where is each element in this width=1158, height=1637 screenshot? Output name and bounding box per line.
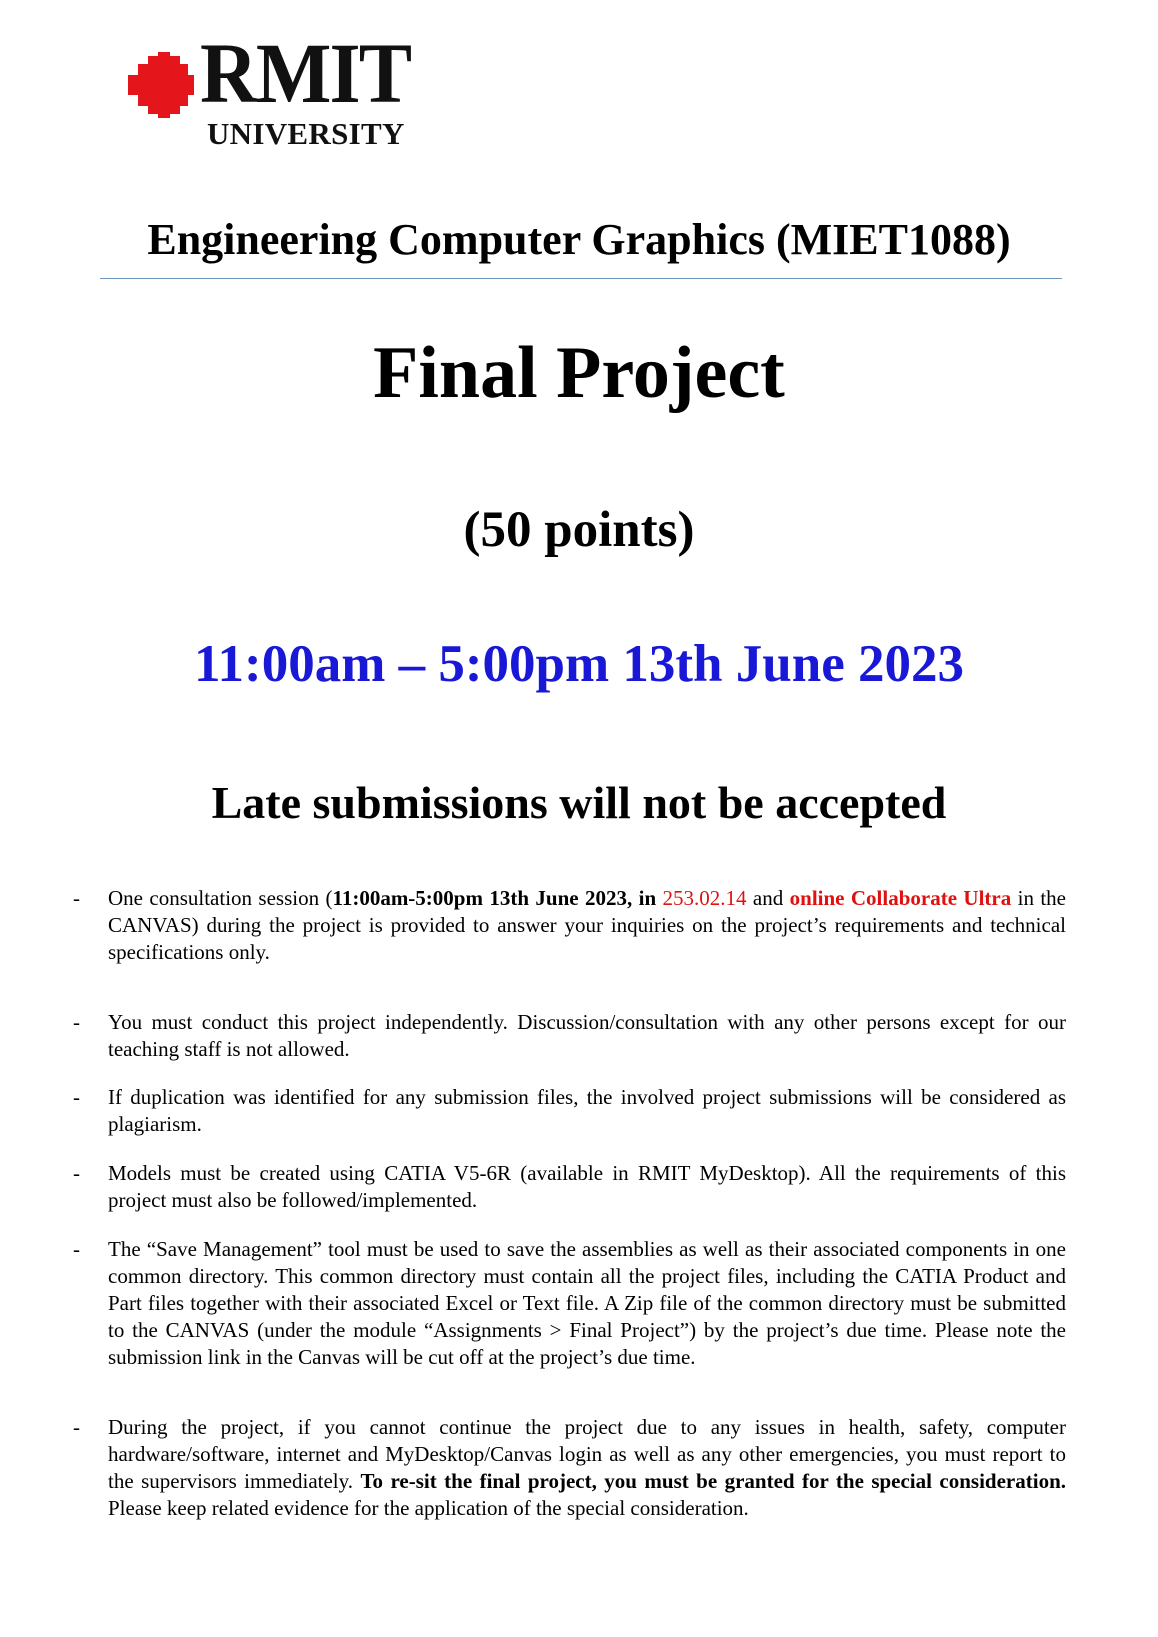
list-item-text: The “Save Management” tool must be used to save the assemblies as well as their associated components in one common directory. This common directory must contain all the project files, including the CATIA Product and Part files together with their associated Excel or Text file. A Zip file of the common directory must be submitted to the CANVAS (under the module “Assignments > Final Project”) by the project’s due time. Please note the submission link in the Canvas will be cut off at the project’s due time. bbox=[108, 1237, 1066, 1369]
list-item-text: You must conduct this project independently. Discussion/consultation with any other persons except for our teaching staff is not allowed. bbox=[108, 1010, 1066, 1061]
bullet-dash: - bbox=[73, 1085, 80, 1109]
bullet-dash: - bbox=[73, 886, 80, 910]
bullet-dash: - bbox=[73, 1161, 80, 1185]
list-item-text: One consultation session (11:00am-5:00pm 13th June 2023, in 253.02.14 and online Collaborate Ultra in the CANVAS) during the project is provided to answer your inquiries on the project’s requirements and technical specifications only. bbox=[108, 886, 1067, 964]
list-item-text: If duplication was identified for any submission files, the involved project submissions will be considered as plagiarism. bbox=[108, 1085, 1066, 1136]
course-title: Engineering Computer Graphics (MIET1088) bbox=[147, 215, 1011, 264]
title-divider bbox=[100, 278, 1062, 279]
rmit-logo bbox=[128, 25, 418, 154]
list-item-text: Models must be created using CATIA V5-6R (available in RMIT MyDesktop). All the requirements of this project must also be followed/implemented. bbox=[108, 1161, 1066, 1212]
exam-time-window: 11:00am – 5:00pm 13th June 2023 bbox=[193, 635, 964, 693]
bullet-dash: - bbox=[73, 1010, 80, 1034]
points-label: (50 points) bbox=[463, 502, 695, 558]
logo-subtitle: UNIVERSITY bbox=[207, 116, 405, 151]
late-submission-notice: Late submissions will not be accepted bbox=[211, 777, 947, 828]
rmit-pixel-mark-icon bbox=[128, 50, 198, 120]
bullet-dash: - bbox=[73, 1415, 80, 1439]
list-item-text: During the project, if you cannot continue the project due to any issues in health, safety, computer hardware/software, internet and MyDesktop/Canvas login as well as any other emergencies, you must report to the supervisors immediately. To re-sit the final project, you must be granted for the special consideration. Please keep related evidence for the application of the special consideration. bbox=[108, 1415, 1066, 1520]
logo-wordmark: RMIT bbox=[200, 25, 411, 121]
bullet-dash: - bbox=[73, 1237, 80, 1261]
page-title: Final Project bbox=[373, 332, 785, 414]
